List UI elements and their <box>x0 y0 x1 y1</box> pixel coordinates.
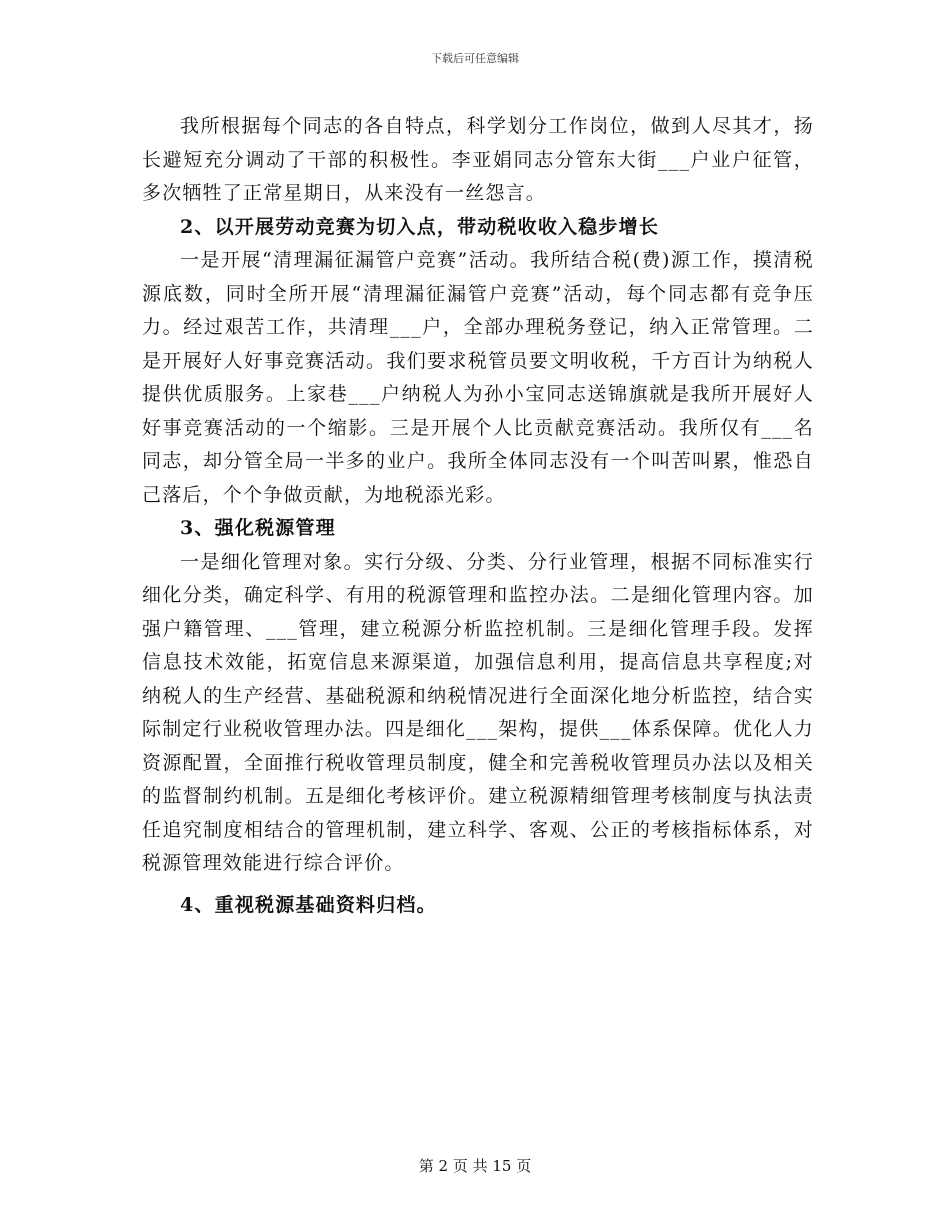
paragraph-labor-competition: 一是开展“清理漏征漏管户竞赛”活动。我所结合税(费)源工作，摸清税源底数，同时全所开展“清理漏征漏管户竞赛”活动，每个同志都有竞争压力。经过艰苦工作，共清理___户，全部办理税务登记，纳入正常管理。二是开展好人好事竞赛活动。我们要求税管员要文明收税，千方百计为纳税人提供优质服务。上家巷___户纳税人为孙小宝同志送锦旗就是我所开展好人好事竞赛活动的一个缩影。三是开展个人比贡献竞赛活动。我所仅有___名同志，却分管全局一半多的业户。我所全体同志没有一个叫苦叫累，惟恐自己落后，个个争做贡献，为地税添光彩。 <box>142 249 814 506</box>
document-body <box>142 110 814 922</box>
section-heading-3: 3、强化税源管理 <box>180 517 336 539</box>
section-heading-2: 2、以开展劳动竞赛为切入点，带动税收收入稳步增长 <box>180 215 660 238</box>
page-header: 下载后可任意编辑 <box>431 52 519 65</box>
section-heading-4: 4、重视税源基础资料归档。 <box>180 893 437 916</box>
paragraph-tax-source-management: 一是细化管理对象。实行分级、分类、分行业管理，根据不同标准实行细化分类，确定科学、有用的税源管理和监控办法。二是细化管理内容。加强户籍管理、___管理，建立税源分析监控机制。三是细化管理手段。发挥信息技术效能，拓宽信息来源渠道，加强信息利用，提高信息共享程度;对纳税人的生产经营、基础税源和纳税情况进行全面深化地分析监控，结合实际制定行业税收管理办法。四是细化___架构，提供___体系保障。优化人力资源配置，全面推行税收管理员制度，健全和完善税收管理员办法以及相关的监督制约机制。五是细化考核评价。建立税源精细管理考核制度与执法责任追究制度相结合的管理机制，建立科学、客观、公正的考核指标体系，对税源管理效能进行综合评价。 <box>142 550 814 874</box>
page-number-footer: 第 2 页 共 15 页 <box>418 1157 532 1175</box>
paragraph-staff-assignment: 我所根据每个同志的各自特点，科学划分工作岗位，做到人尽其才，扬长避短充分调动了干部的积极性。李亚娟同志分管东大街___户业户征管，多次牺牲了正常星期日，从来没有一丝怨言。 <box>142 115 814 204</box>
